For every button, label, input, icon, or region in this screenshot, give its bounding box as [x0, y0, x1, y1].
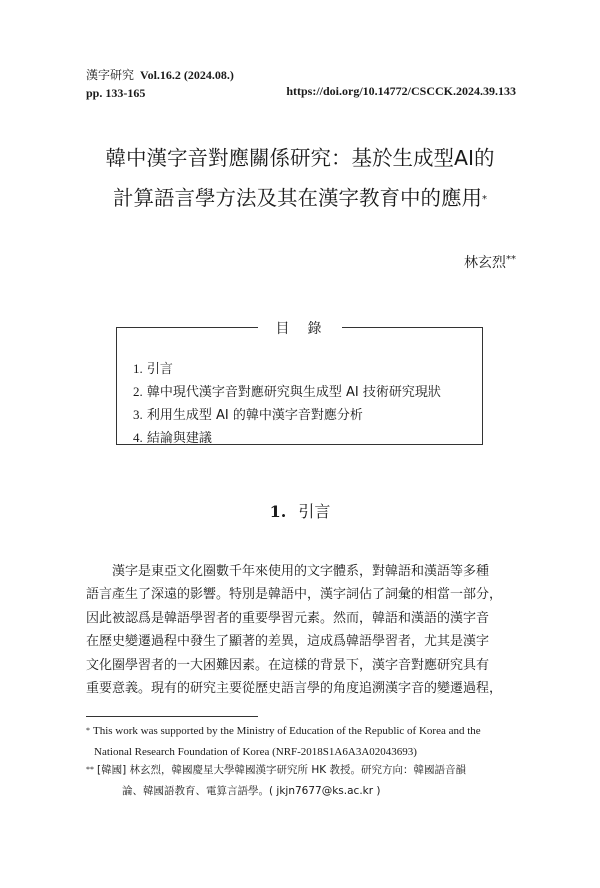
body-line-4: 在歷史變遷過程中發生了顯著的差異，這成爲韓語學習者，尤其是漢字 [86, 634, 490, 650]
footnote-2-line-1 [86, 760, 518, 781]
paper-title [60, 138, 540, 218]
title-line-2-text: 計算語言學方法及其在漢字教育中的應用 [113, 186, 482, 210]
toc-item-text: 韓中現代漢字音對應研究與生成型 AI 技術研究現狀 [146, 385, 441, 400]
footnote-funding [86, 721, 518, 763]
toc-item-text: 引言 [146, 362, 173, 377]
section-number: 1. [269, 502, 287, 521]
body-line-3: 因此被認爲是韓語學習者的重要學習元素。然而，韓語和漢語的漢字音 [86, 610, 490, 626]
title-line-2 [60, 178, 540, 218]
footnote-divider [86, 716, 258, 717]
body-paragraph [86, 560, 516, 700]
author-name-text: 林玄烈 [464, 255, 506, 271]
page-range: pp. 133-165 [86, 86, 146, 100]
toc-item-text: 利用生成型 AI 的韓中漢字音對應分析 [146, 408, 363, 423]
toc-item-number: 1. [133, 361, 143, 376]
toc-item-number: 2. [133, 384, 143, 399]
toc-item-text: 結論與建議 [146, 431, 212, 446]
toc-heading-text: 目 錄 [258, 321, 342, 337]
footnote-1-line-2: National Research Foundation of Korea (NRF-2018S1A6A3A02043693) [94, 746, 417, 758]
author-name [464, 252, 516, 272]
journal-name: 漢字研究 [86, 68, 135, 82]
doi-link[interactable]: https://doi.org/10.14772/CSCCK.2024.39.133 [286, 84, 516, 98]
toc-item-number: 3. [133, 407, 143, 422]
toc-item-1[interactable] [133, 358, 441, 381]
journal-volume: Vol.16.2 (2024.08.) [140, 68, 234, 82]
body-line-2: 語言產生了深遠的影響。特別是韓語中，漢字詞佔了詞彙的相當一部分， [86, 587, 503, 603]
body-line-6: 重要意義。現有的研究主要從歷史語言學的角度追溯漢字音的變遷過程， [86, 681, 503, 697]
footnote-2-mark: ** [86, 765, 94, 774]
toc-heading [117, 318, 482, 338]
footnote-author [86, 760, 518, 802]
footnote-2-line-2: 論、韓國語教育、電算言語學。( jkjn7677@ks.ac.kr ) [122, 785, 381, 797]
toc-item-2[interactable] [133, 381, 441, 404]
journal-header [86, 66, 234, 102]
table-of-contents [116, 321, 483, 446]
title-line-1: 韓中漢字音對應關係研究：基於生成型AI的 [105, 146, 495, 170]
body-line-5: 文化圈學習者的一大困難因素。在這樣的背景下，漢字音對應研究具有 [86, 657, 490, 673]
toc-list [133, 358, 441, 450]
author-footnote-mark[interactable]: ** [506, 254, 516, 265]
footnote-1-line-1 [86, 721, 518, 742]
title-footnote-mark[interactable]: * [482, 194, 487, 205]
toc-item-number: 4. [133, 430, 143, 445]
footnote-2-text-1: [韓國] 林玄烈，韓國慶星大學韓國漢字研究所 HK 教授。研究方向：韓國語音韻 [97, 764, 466, 776]
section-heading [0, 499, 600, 522]
footnote-1-mark: * [86, 726, 90, 735]
toc-item-4[interactable] [133, 427, 441, 450]
section-title: 引言 [298, 502, 331, 521]
toc-item-3[interactable] [133, 404, 441, 427]
footnote-1-text-1: This work was supported by the Ministry of Education of the Republic of Korea and the [93, 725, 481, 737]
body-line-1: 漢字是東亞文化圈數千年來使用的文字體系，對韓語和漢語等多種 [112, 564, 490, 579]
